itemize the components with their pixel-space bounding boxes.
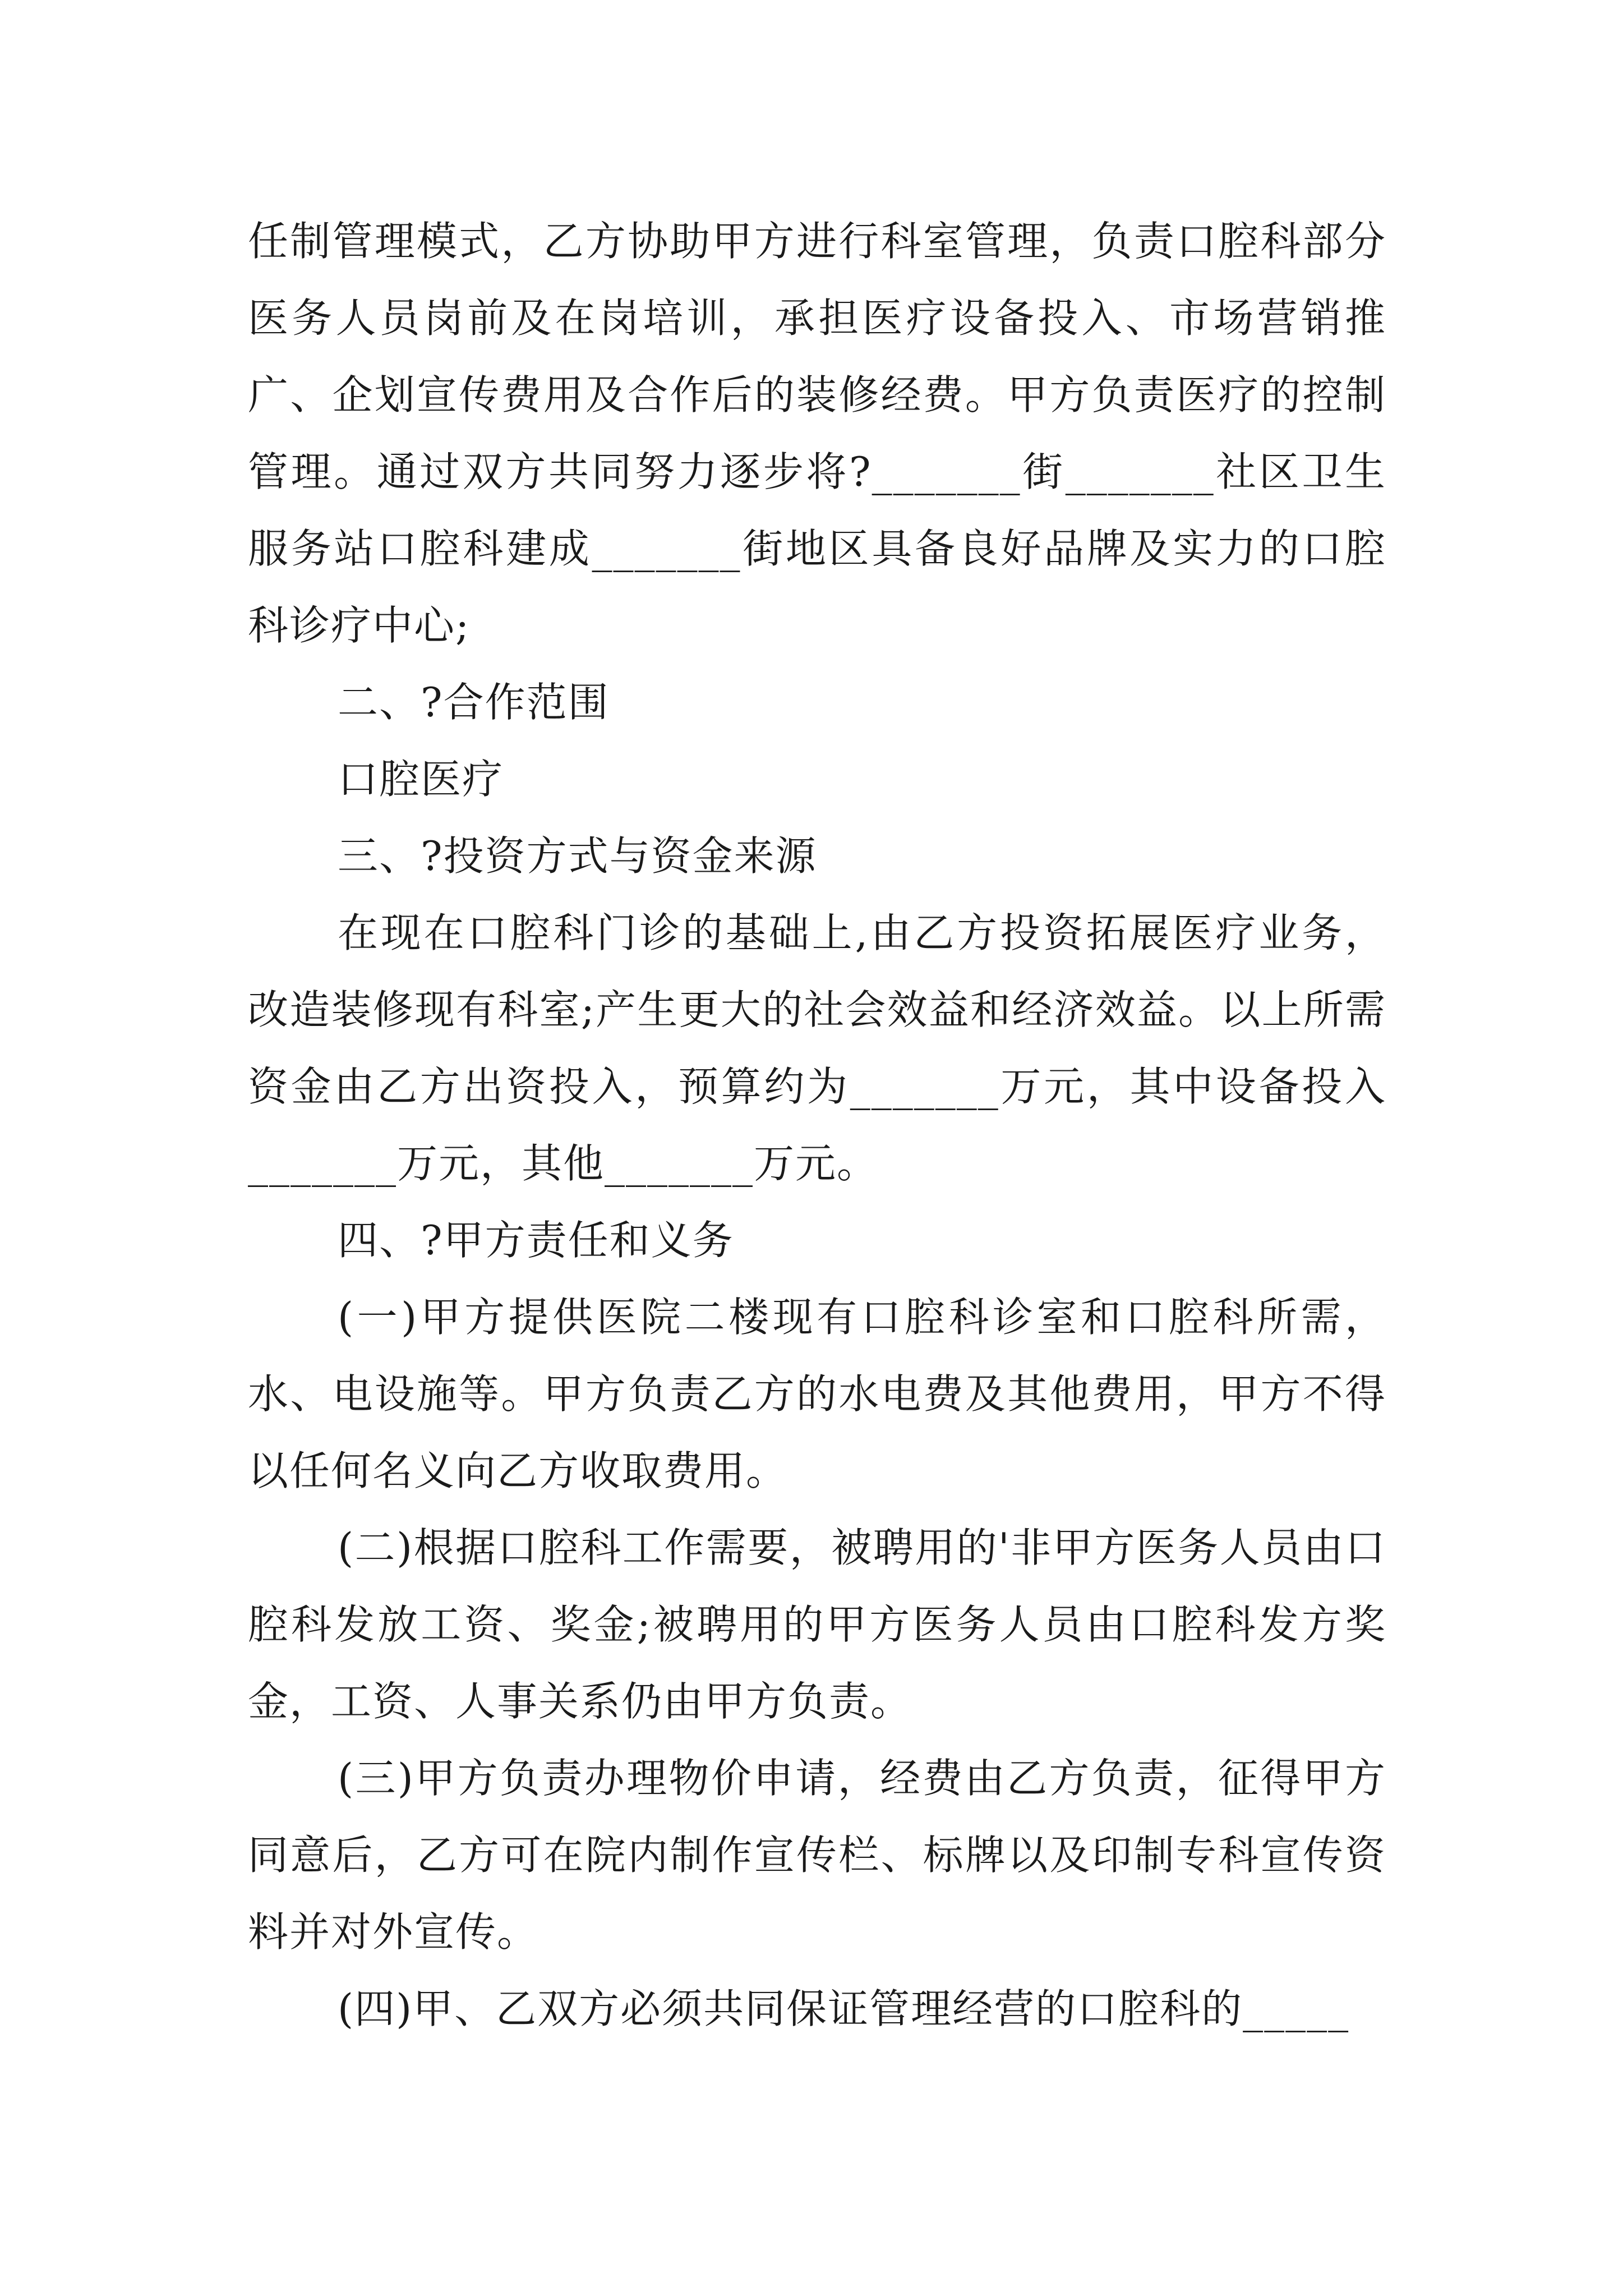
paragraph-investment: 在现在口腔科门诊的基础上,由乙方投资拓展医疗业务，改造装修现有科室;产生更大的社会效益和经济效益。以上所需资金由乙方出资投入，预算约为_______万元，其中设备投入_______万元，其他_______万元。 (248, 909, 1386, 1187)
document-body (248, 203, 1386, 2047)
paragraph-scope: 口腔医疗 (338, 756, 504, 803)
paragraph-management-model: 任制管理模式，乙方协助甲方进行科室管理，负责口腔科部分医务人员岗前及在岗培训，承担医疗设备投入、市场营销推广、企划宣传费用及合作后的装修经费。甲方负责医疗的控制管理。通过双方共同努力逐步将?_______街_______社区卫生服务站口腔科建成_______街地区具备良好品牌及实力的口腔科诊疗中心; (248, 218, 1386, 649)
section-heading-investment: 三、?投资方式与资金来源 (338, 832, 817, 880)
section-heading-scope: 二、?合作范围 (338, 679, 610, 726)
paragraph-duty-2: (二)根据口腔科工作需要，被聘用的'非甲方医务人员由口腔科发放工资、奖金;被聘用的甲方医务人员由口腔科发方奖金，工资、人事关系仍由甲方负责。 (248, 1524, 1386, 1725)
paragraph-duty-4: (四)甲、乙双方必须共同保证管理经营的口腔科的_____ (338, 1985, 1350, 2032)
section-heading-party-a-duties: 四、?甲方责任和义务 (338, 1217, 734, 1264)
paragraph-duty-1: (一)甲方提供医院二楼现有口腔科诊室和口腔科所需，水、电设施等。甲方负责乙方的水电费及其他费用，甲方不得以任何名义向乙方收取费用。 (248, 1294, 1386, 1494)
paragraph-duty-3: (三)甲方负责办理物价申请，经费由乙方负责，征得甲方同意后，乙方可在院内制作宣传栏、标牌以及印制专科宣传资料并对外宣传。 (248, 1755, 1386, 1955)
